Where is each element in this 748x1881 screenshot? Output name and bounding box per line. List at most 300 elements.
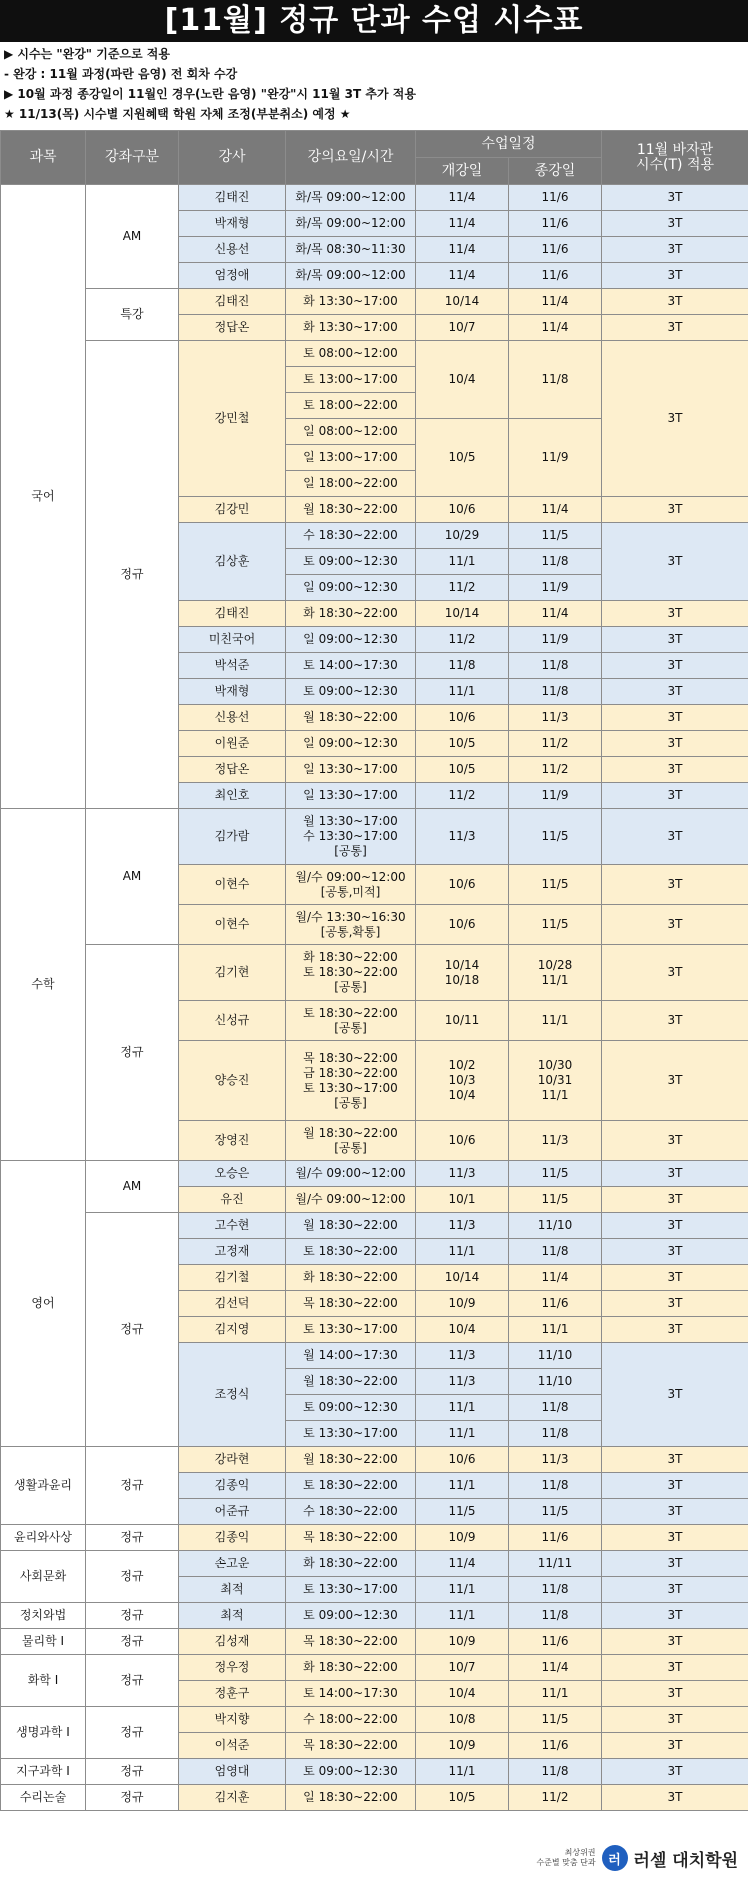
cell-teacher: 오승은 [179, 1161, 286, 1187]
cell-subject: 사회문화 [1, 1551, 86, 1603]
cell-credit: 3T [602, 905, 748, 945]
cell-end-date: 11/6 [509, 185, 602, 211]
cell-start-date: 11/1 [416, 1395, 509, 1421]
cell-schedule: 일 09:00~12:30 [286, 627, 416, 653]
cell-end-date: 11/8 [509, 1421, 602, 1447]
cell-teacher: 김가람 [179, 809, 286, 865]
cell-end-date: 11/1 [509, 1681, 602, 1707]
cell-credit: 3T [602, 1121, 748, 1161]
table-row [1, 1629, 748, 1655]
cell-start-date: 10/7 [416, 315, 509, 341]
table-row [1, 1161, 748, 1187]
cell-schedule: 화 18:30~22:00 토 18:30~22:00 [공통] [286, 945, 416, 1001]
cell-start-date: 11/3 [416, 809, 509, 865]
cell-schedule: 일 13:30~17:00 [286, 783, 416, 809]
cell-teacher: 조정식 [179, 1343, 286, 1447]
cell-start-date: 10/6 [416, 497, 509, 523]
cell-credit: 3T [602, 1239, 748, 1265]
cell-course-type: 정규 [86, 1525, 179, 1551]
cell-start-date: 10/14 10/18 [416, 945, 509, 1001]
cell-course-type: AM [86, 185, 179, 289]
cell-end-date: 11/1 [509, 1317, 602, 1343]
cell-start-date: 11/1 [416, 1239, 509, 1265]
cell-teacher: 고수현 [179, 1213, 286, 1239]
cell-start-date: 11/2 [416, 627, 509, 653]
table-row [1, 1655, 748, 1681]
cell-schedule: 월/수 09:00~12:00 [공통,미적] [286, 865, 416, 905]
cell-schedule: 일 09:00~12:30 [286, 731, 416, 757]
cell-teacher: 이석준 [179, 1733, 286, 1759]
cell-credit: 3T [602, 757, 748, 783]
cell-start-date: 11/4 [416, 263, 509, 289]
cell-end-date: 11/9 [509, 419, 602, 497]
cell-start-date: 11/2 [416, 783, 509, 809]
cell-end-date: 11/6 [509, 1291, 602, 1317]
cell-teacher: 김기철 [179, 1265, 286, 1291]
cell-schedule: 월 18:30~22:00 [286, 497, 416, 523]
header-end-date: 종강일 [509, 158, 602, 185]
cell-schedule: 토 09:00~12:30 [286, 1395, 416, 1421]
cell-credit: 3T [602, 211, 748, 237]
cell-end-date: 11/8 [509, 1473, 602, 1499]
cell-credit: 3T [602, 341, 748, 497]
cell-schedule: 수 18:30~22:00 [286, 1499, 416, 1525]
cell-start-date: 11/1 [416, 1577, 509, 1603]
cell-start-date: 10/4 [416, 341, 509, 419]
cell-teacher: 김기현 [179, 945, 286, 1001]
schedule-table [0, 130, 748, 1811]
cell-credit: 3T [602, 945, 748, 1001]
cell-schedule: 토 09:00~12:30 [286, 1603, 416, 1629]
cell-credit: 3T [602, 1001, 748, 1041]
cell-end-date: 11/8 [509, 1603, 602, 1629]
cell-teacher: 신성규 [179, 1001, 286, 1041]
cell-credit: 3T [602, 1343, 748, 1447]
cell-credit: 3T [602, 783, 748, 809]
cell-start-date: 10/9 [416, 1733, 509, 1759]
footer-tagline [536, 1848, 595, 1868]
cell-credit: 3T [602, 237, 748, 263]
cell-credit: 3T [602, 1681, 748, 1707]
cell-start-date: 10/4 [416, 1681, 509, 1707]
cell-course-type: 정규 [86, 341, 179, 809]
cell-teacher: 신용선 [179, 237, 286, 263]
cell-teacher: 엄영대 [179, 1759, 286, 1785]
cell-schedule: 토 18:30~22:00 [286, 1473, 416, 1499]
cell-end-date: 11/5 [509, 523, 602, 549]
footer-logo [536, 1845, 738, 1871]
cell-credit: 3T [602, 263, 748, 289]
cell-schedule: 월 13:30~17:00 수 13:30~17:00 [공통] [286, 809, 416, 865]
cell-end-date: 11/8 [509, 341, 602, 419]
cell-teacher: 양승진 [179, 1041, 286, 1121]
cell-start-date: 10/9 [416, 1525, 509, 1551]
cell-teacher: 최적 [179, 1577, 286, 1603]
cell-schedule: 월 18:30~22:00 [286, 1369, 416, 1395]
cell-start-date: 10/6 [416, 705, 509, 731]
cell-credit: 3T [602, 601, 748, 627]
cell-start-date: 11/1 [416, 1603, 509, 1629]
cell-end-date: 11/8 [509, 1759, 602, 1785]
cell-credit: 3T [602, 1603, 748, 1629]
cell-end-date: 11/8 [509, 549, 602, 575]
note-line: ▶ 10월 과정 종강일이 11월인 경우(노란 음영) "완강"시 11월 3T 추가 적용 [4, 87, 416, 101]
cell-end-date: 11/4 [509, 1265, 602, 1291]
cell-schedule: 토 13:30~17:00 [286, 1577, 416, 1603]
cell-end-date: 11/6 [509, 211, 602, 237]
notes-section [0, 44, 748, 124]
cell-teacher: 미친국어 [179, 627, 286, 653]
cell-teacher: 김태진 [179, 601, 286, 627]
cell-schedule: 목 18:30~22:00 [286, 1733, 416, 1759]
header-course-type: 강좌구분 [86, 131, 179, 185]
cell-teacher: 박재형 [179, 679, 286, 705]
cell-start-date: 10/4 [416, 1317, 509, 1343]
cell-teacher: 김지훈 [179, 1785, 286, 1811]
cell-start-date: 10/6 [416, 905, 509, 945]
cell-subject: 물리학 I [1, 1629, 86, 1655]
table-row [1, 341, 748, 367]
cell-schedule: 일 13:30~17:00 [286, 757, 416, 783]
cell-course-type: 정규 [86, 1707, 179, 1759]
cell-end-date: 11/2 [509, 731, 602, 757]
cell-start-date: 10/7 [416, 1655, 509, 1681]
cell-teacher: 강민철 [179, 341, 286, 497]
cell-teacher: 박지향 [179, 1707, 286, 1733]
cell-start-date: 10/29 [416, 523, 509, 549]
note-line: ★ 11/13(목) 시수별 지원혜택 학원 자체 조정(부분취소) 예정 ★ [4, 107, 351, 121]
cell-schedule: 목 18:30~22:00 금 18:30~22:00 토 13:30~17:00 [공통] [286, 1041, 416, 1121]
table-row [1, 289, 748, 315]
logo-icon: 러 [602, 1845, 628, 1871]
cell-credit: 3T [602, 1473, 748, 1499]
cell-credit: 3T [602, 705, 748, 731]
cell-teacher: 김태진 [179, 289, 286, 315]
cell-course-type: 정규 [86, 1785, 179, 1811]
cell-schedule: 토 13:00~17:00 [286, 367, 416, 393]
cell-credit: 3T [602, 1213, 748, 1239]
cell-course-type: 정규 [86, 945, 179, 1161]
cell-end-date: 11/6 [509, 1629, 602, 1655]
cell-schedule: 화 18:30~22:00 [286, 1551, 416, 1577]
cell-credit: 3T [602, 1161, 748, 1187]
cell-start-date: 11/4 [416, 237, 509, 263]
cell-start-date: 11/1 [416, 1759, 509, 1785]
cell-credit: 3T [602, 1317, 748, 1343]
cell-course-type: 정규 [86, 1655, 179, 1707]
cell-schedule: 토 13:30~17:00 [286, 1421, 416, 1447]
header-subject: 과목 [1, 131, 86, 185]
cell-credit: 3T [602, 809, 748, 865]
cell-credit: 3T [602, 1655, 748, 1681]
cell-end-date: 11/5 [509, 865, 602, 905]
cell-end-date: 11/9 [509, 627, 602, 653]
cell-teacher: 김지영 [179, 1317, 286, 1343]
cell-teacher: 이현수 [179, 905, 286, 945]
cell-credit: 3T [602, 1187, 748, 1213]
cell-end-date: 11/2 [509, 757, 602, 783]
cell-teacher: 김성재 [179, 1629, 286, 1655]
cell-credit: 3T [602, 1499, 748, 1525]
cell-start-date: 11/3 [416, 1213, 509, 1239]
cell-teacher: 신용선 [179, 705, 286, 731]
cell-subject: 생활과윤리 [1, 1447, 86, 1525]
table-row [1, 1525, 748, 1551]
cell-credit: 3T [602, 1551, 748, 1577]
cell-teacher: 강라현 [179, 1447, 286, 1473]
cell-subject: 영어 [1, 1161, 86, 1447]
cell-start-date: 11/3 [416, 1369, 509, 1395]
tagline-line: 수준별 맞춤 단과 [536, 1858, 596, 1867]
cell-start-date: 11/8 [416, 653, 509, 679]
cell-schedule: 화/목 09:00~12:00 [286, 211, 416, 237]
cell-teacher: 정우정 [179, 1655, 286, 1681]
cell-credit: 3T [602, 1707, 748, 1733]
table-row [1, 1707, 748, 1733]
cell-end-date: 11/1 [509, 1001, 602, 1041]
cell-start-date: 10/5 [416, 419, 509, 497]
cell-start-date: 10/5 [416, 731, 509, 757]
cell-end-date: 11/2 [509, 1785, 602, 1811]
cell-end-date: 11/8 [509, 1395, 602, 1421]
cell-start-date: 11/1 [416, 1473, 509, 1499]
cell-schedule: 일 18:00~22:00 [286, 471, 416, 497]
cell-schedule: 월/수 09:00~12:00 [286, 1187, 416, 1213]
cell-end-date: 11/4 [509, 601, 602, 627]
cell-end-date: 11/5 [509, 1161, 602, 1187]
cell-credit: 3T [602, 1733, 748, 1759]
cell-subject: 지구과학 I [1, 1759, 86, 1785]
cell-schedule: 일 08:00~12:00 [286, 419, 416, 445]
cell-start-date: 10/6 [416, 865, 509, 905]
cell-schedule: 화 13:30~17:00 [286, 289, 416, 315]
tagline-line: 최상위권 [564, 1848, 596, 1857]
cell-end-date: 11/8 [509, 1577, 602, 1603]
cell-end-date: 11/6 [509, 1733, 602, 1759]
cell-start-date: 10/9 [416, 1291, 509, 1317]
cell-end-date: 11/6 [509, 237, 602, 263]
cell-start-date: 11/2 [416, 575, 509, 601]
cell-teacher: 고정재 [179, 1239, 286, 1265]
table-row [1, 809, 748, 865]
cell-teacher: 박재형 [179, 211, 286, 237]
cell-schedule: 토 09:00~12:30 [286, 1759, 416, 1785]
header-credit: 11월 바자관 시수(T) 적용 [602, 131, 748, 185]
cell-credit: 3T [602, 653, 748, 679]
table-body [1, 185, 748, 1811]
cell-schedule: 화 18:30~22:00 [286, 601, 416, 627]
cell-end-date: 11/5 [509, 1707, 602, 1733]
cell-schedule: 월/수 09:00~12:00 [286, 1161, 416, 1187]
cell-credit: 3T [602, 185, 748, 211]
brand-name: 러셀 대치학원 [633, 1850, 738, 1871]
cell-start-date: 11/4 [416, 185, 509, 211]
cell-teacher: 어준규 [179, 1499, 286, 1525]
cell-start-date: 10/9 [416, 1629, 509, 1655]
cell-teacher: 김태진 [179, 185, 286, 211]
cell-schedule: 월 18:30~22:00 [286, 1447, 416, 1473]
cell-schedule: 화 18:30~22:00 [286, 1265, 416, 1291]
cell-credit: 3T [602, 523, 748, 601]
cell-schedule: 목 18:30~22:00 [286, 1525, 416, 1551]
cell-schedule: 일 13:00~17:00 [286, 445, 416, 471]
cell-start-date: 10/14 [416, 289, 509, 315]
table-row [1, 1447, 748, 1473]
cell-teacher: 박석준 [179, 653, 286, 679]
cell-teacher: 김상훈 [179, 523, 286, 601]
cell-end-date: 11/4 [509, 315, 602, 341]
cell-schedule: 화/목 08:30~11:30 [286, 237, 416, 263]
table-row [1, 1759, 748, 1785]
cell-credit: 3T [602, 315, 748, 341]
cell-course-type: AM [86, 809, 179, 945]
cell-end-date: 11/11 [509, 1551, 602, 1577]
cell-credit: 3T [602, 1291, 748, 1317]
cell-subject: 화학 I [1, 1655, 86, 1707]
cell-schedule: 토 18:30~22:00 [공통] [286, 1001, 416, 1041]
cell-end-date: 11/4 [509, 497, 602, 523]
cell-credit: 3T [602, 731, 748, 757]
cell-teacher: 김종익 [179, 1525, 286, 1551]
cell-start-date: 10/8 [416, 1707, 509, 1733]
cell-end-date: 11/9 [509, 783, 602, 809]
cell-teacher: 엄정애 [179, 263, 286, 289]
table-row [1, 945, 748, 1001]
table-row [1, 1551, 748, 1577]
cell-credit: 3T [602, 627, 748, 653]
cell-schedule: 화 13:30~17:00 [286, 315, 416, 341]
cell-end-date: 11/10 [509, 1369, 602, 1395]
cell-schedule: 목 18:30~22:00 [286, 1291, 416, 1317]
cell-course-type: 정규 [86, 1447, 179, 1525]
cell-subject: 정치와법 [1, 1603, 86, 1629]
cell-teacher: 유진 [179, 1187, 286, 1213]
cell-schedule: 목 18:30~22:00 [286, 1629, 416, 1655]
cell-schedule: 토 14:00~17:30 [286, 1681, 416, 1707]
cell-credit: 3T [602, 1759, 748, 1785]
cell-teacher: 이원준 [179, 731, 286, 757]
cell-schedule: 월/수 13:30~16:30 [공통,확통] [286, 905, 416, 945]
cell-start-date: 11/1 [416, 549, 509, 575]
cell-start-date: 10/5 [416, 757, 509, 783]
cell-schedule: 수 18:30~22:00 [286, 523, 416, 549]
cell-end-date: 11/6 [509, 1525, 602, 1551]
cell-start-date: 10/6 [416, 1447, 509, 1473]
cell-end-date: 11/3 [509, 705, 602, 731]
table-row [1, 1603, 748, 1629]
cell-course-type: 정규 [86, 1629, 179, 1655]
cell-credit: 3T [602, 1577, 748, 1603]
cell-schedule: 토 09:00~12:30 [286, 549, 416, 575]
cell-schedule: 토 08:00~12:00 [286, 341, 416, 367]
cell-start-date: 11/3 [416, 1161, 509, 1187]
cell-end-date: 11/5 [509, 809, 602, 865]
cell-schedule: 일 18:30~22:00 [286, 1785, 416, 1811]
cell-credit: 3T [602, 1265, 748, 1291]
cell-start-date: 10/1 [416, 1187, 509, 1213]
cell-course-type: 정규 [86, 1551, 179, 1603]
cell-course-type: 정규 [86, 1213, 179, 1447]
cell-end-date: 11/8 [509, 679, 602, 705]
cell-schedule: 토 13:30~17:00 [286, 1317, 416, 1343]
cell-credit: 3T [602, 1525, 748, 1551]
cell-schedule: 토 18:30~22:00 [286, 1239, 416, 1265]
cell-start-date: 10/6 [416, 1121, 509, 1161]
cell-end-date: 11/8 [509, 1239, 602, 1265]
cell-schedule: 토 14:00~17:30 [286, 653, 416, 679]
cell-subject: 수리논술 [1, 1785, 86, 1811]
cell-teacher: 김강민 [179, 497, 286, 523]
cell-start-date: 11/1 [416, 1421, 509, 1447]
note-line: - 완강 : 11월 과정(파란 음영) 전 회차 수강 [4, 67, 238, 81]
cell-teacher: 정답온 [179, 757, 286, 783]
cell-teacher: 최적 [179, 1603, 286, 1629]
cell-schedule: 월 14:00~17:30 [286, 1343, 416, 1369]
cell-start-date: 11/1 [416, 679, 509, 705]
cell-end-date: 10/30 10/31 11/1 [509, 1041, 602, 1121]
cell-course-type: 정규 [86, 1603, 179, 1629]
cell-teacher: 김선덕 [179, 1291, 286, 1317]
table-row [1, 185, 748, 211]
cell-course-type: AM [86, 1161, 179, 1213]
cell-end-date: 11/10 [509, 1343, 602, 1369]
cell-start-date: 10/14 [416, 601, 509, 627]
cell-teacher: 김종익 [179, 1473, 286, 1499]
cell-end-date: 11/4 [509, 1655, 602, 1681]
page-title: [11월] 정규 단과 수업 시수표 [0, 0, 748, 42]
cell-start-date: 10/14 [416, 1265, 509, 1291]
cell-credit: 3T [602, 1447, 748, 1473]
cell-end-date: 11/3 [509, 1121, 602, 1161]
cell-start-date: 11/4 [416, 211, 509, 237]
note-line: ▶ 시수는 "완강" 기준으로 적용 [4, 47, 170, 61]
cell-end-date: 11/10 [509, 1213, 602, 1239]
header-start-date: 개강일 [416, 158, 509, 185]
cell-credit: 3T [602, 679, 748, 705]
cell-subject: 국어 [1, 185, 86, 809]
cell-course-type: 정규 [86, 1759, 179, 1785]
cell-end-date: 11/9 [509, 575, 602, 601]
cell-teacher: 손고운 [179, 1551, 286, 1577]
cell-start-date: 11/4 [416, 1551, 509, 1577]
cell-end-date: 11/6 [509, 263, 602, 289]
cell-teacher: 최인호 [179, 783, 286, 809]
cell-start-date: 10/2 10/3 10/4 [416, 1041, 509, 1121]
cell-schedule: 월 18:30~22:00 [286, 705, 416, 731]
cell-subject: 수학 [1, 809, 86, 1161]
cell-credit: 3T [602, 1041, 748, 1121]
cell-credit: 3T [602, 1785, 748, 1811]
cell-end-date: 11/3 [509, 1447, 602, 1473]
cell-schedule: 화/목 09:00~12:00 [286, 263, 416, 289]
cell-credit: 3T [602, 1629, 748, 1655]
cell-start-date: 11/5 [416, 1499, 509, 1525]
table-row [1, 1213, 748, 1239]
cell-end-date: 10/28 11/1 [509, 945, 602, 1001]
cell-schedule: 월 18:30~22:00 [286, 1213, 416, 1239]
cell-start-date: 10/5 [416, 1785, 509, 1811]
cell-schedule: 일 09:00~12:30 [286, 575, 416, 601]
cell-end-date: 11/5 [509, 1499, 602, 1525]
cell-schedule: 토 09:00~12:30 [286, 679, 416, 705]
header-schedule: 강의요일/시간 [286, 131, 416, 185]
cell-schedule: 화 18:30~22:00 [286, 1655, 416, 1681]
cell-end-date: 11/5 [509, 905, 602, 945]
cell-teacher: 장영진 [179, 1121, 286, 1161]
cell-end-date: 11/5 [509, 1187, 602, 1213]
cell-start-date: 10/11 [416, 1001, 509, 1041]
cell-start-date: 11/3 [416, 1343, 509, 1369]
